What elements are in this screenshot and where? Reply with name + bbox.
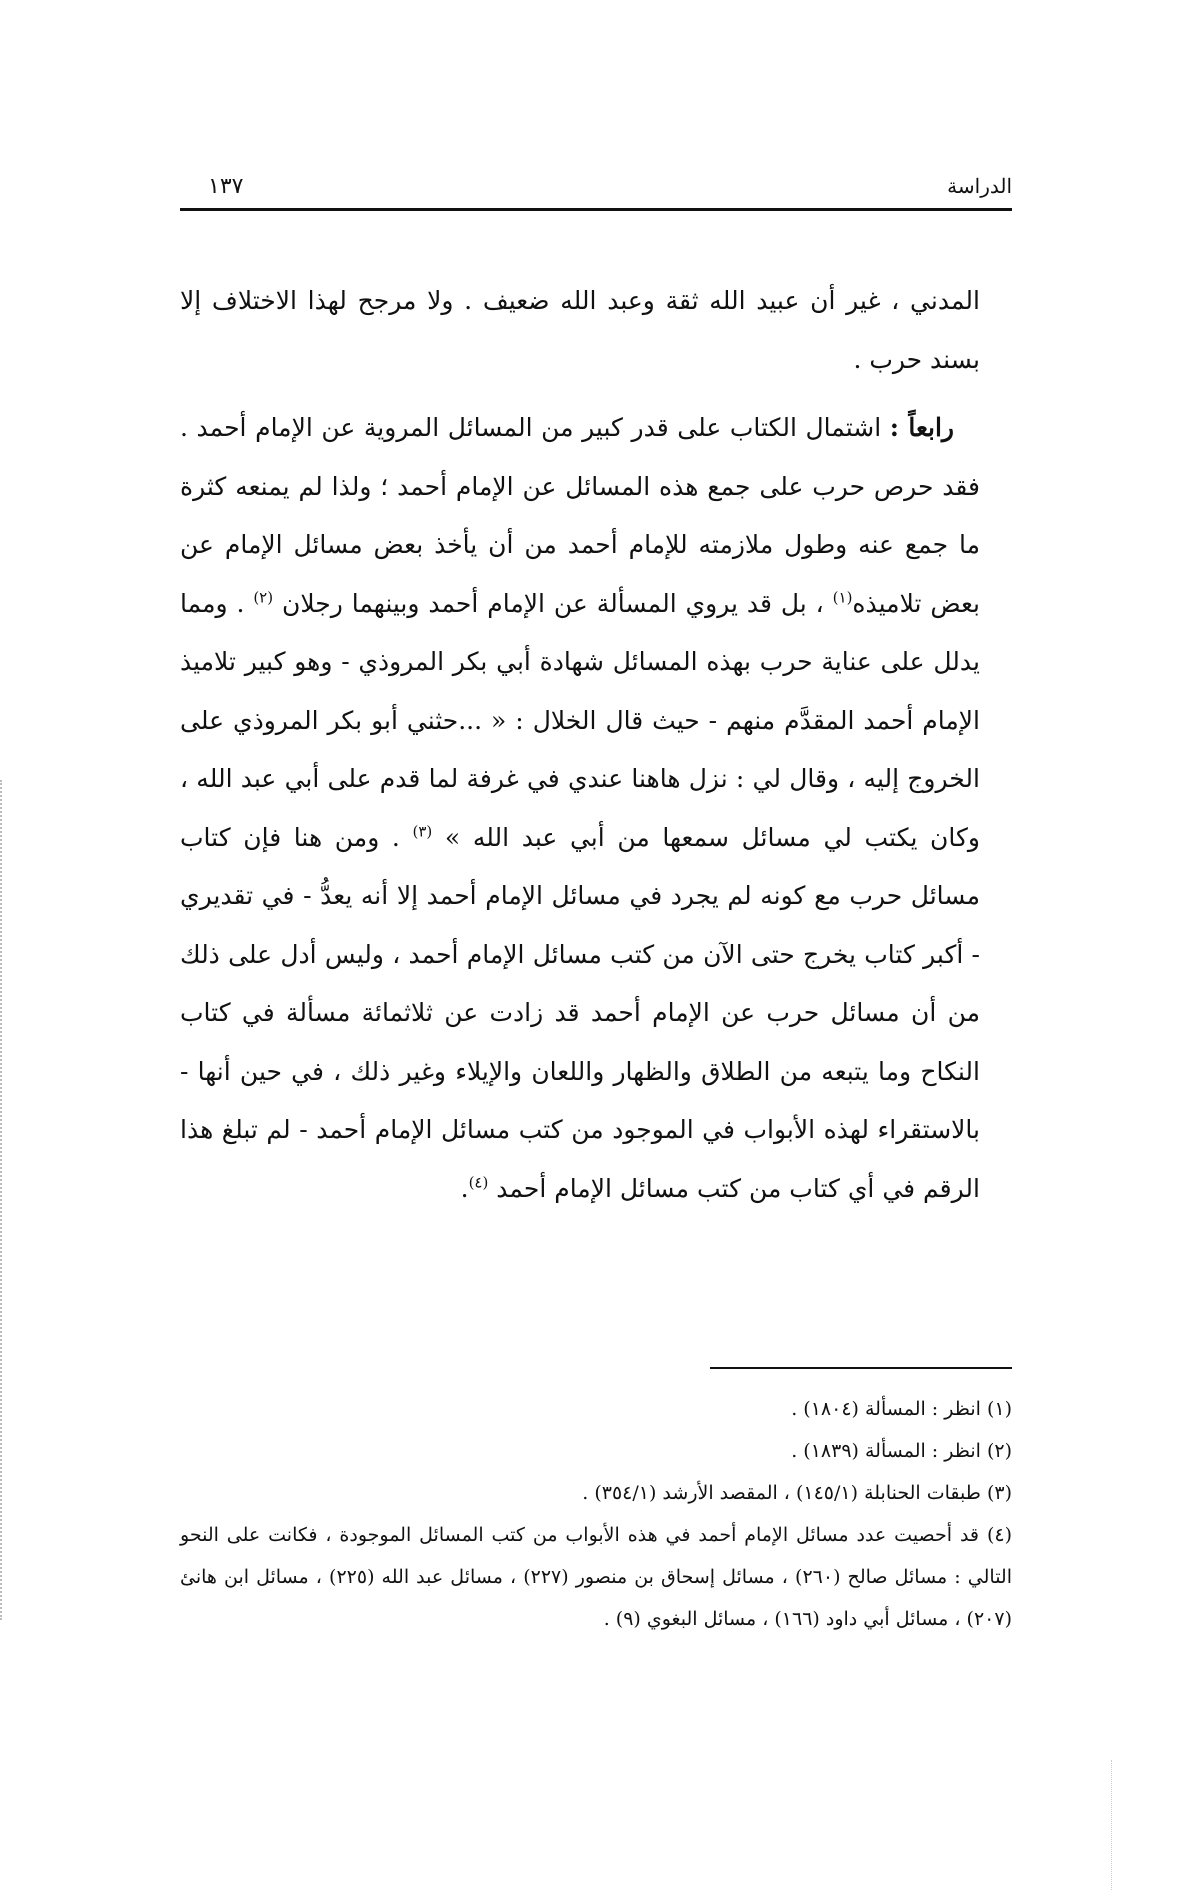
paragraph-lead-word: رابعاً : xyxy=(889,413,954,442)
footnote-text: قد أحصيت عدد مسائل الإمام أحمد في هذه الأبواب من كتب المسائل الموجودة ، فكانت على النحو التالي : مسائل صالح (٢٦٠) ، مسائل إسحاق بن منصور (٢٢٧) ، مسائل عبد الله (٢٢٥) ، مسائل ابن هانئ (٢٠٧) ، مسائل أبي داود (١٦٦) ، مسائل البغوي (٩) . xyxy=(180,1524,1012,1630)
footnote-number: (٣) xyxy=(986,1482,1012,1504)
footnote-number: (١) xyxy=(986,1398,1012,1420)
scan-margin-mark xyxy=(1111,1760,1114,1890)
footnote-text: انظر : المسألة (١٨٣٩) . xyxy=(791,1440,981,1462)
footnote-ref-4: (٤) xyxy=(468,1173,489,1192)
paragraph-2-text-d: . ومن هنا فإن كتاب مسائل حرب مع كونه لم يجرد في مسائل الإمام أحمد إلا أنه يعدُّ - في تقديري - أكبر كتاب يخرج حتى الآن من كتب مسائل الإمام أحمد ، وليس أدل على ذلك من أن مسائل حرب عن الإمام أحمد قد زادت عن ثلاثمائة مسألة في كتاب النكاح وما يتبعه من الطلاق والظهار واللعان والإيلاء وغير ذلك ، في حين أنها - بالاستقراء لهذه الأبواب في الموجود من كتب مسائل الإمام أحمد - لم تبلغ هذا الرقم في أي كتاب من كتب مسائل الإمام أحمد xyxy=(180,822,980,1203)
paragraph-2-text-b: ، بل قد يروي المسألة عن الإمام أحمد وبينهما رجلان xyxy=(273,588,833,618)
running-header xyxy=(180,170,1012,210)
footnote-1 xyxy=(180,1388,1012,1430)
footnote-text: طبقات الحنابلة (١٤٥/١) ، المقصد الأرشد (٣٥٤/١) . xyxy=(582,1482,981,1504)
paragraph-2 xyxy=(180,399,980,1218)
paragraph-2-text-c: . ومما يدلل على عناية حرب بهذه المسائل شهادة أبي بكر المروذي - وهو كبير تلاميذ الإمام أحمد المقدَّم منهم - حيث قال الخلال : « ...حثني أبو بكر المروذي على الخروج إليه ، وقال لي : نزل هاهنا عندي في غرفة لما قدم على أبي عبد الله ، وكان يكتب لي مسائل سمعها من أبي عبد الله » xyxy=(180,588,980,852)
footnote-ref-3: (٣) xyxy=(412,822,433,841)
paragraph-2-end: . xyxy=(460,1173,469,1203)
footnote-number: (٢) xyxy=(986,1440,1012,1462)
main-text xyxy=(180,272,980,1218)
footnote-number: (٤) xyxy=(986,1524,1012,1546)
footnote-ref-1: (١) xyxy=(832,588,853,607)
running-header-title: الدراسة xyxy=(947,174,1012,198)
paragraph-2-text-a: اشتمال الكتاب على قدر كبير من المسائل المروية عن الإمام أحمد . فقد حرص حرب على جمع هذه المسائل عن الإمام أحمد ؛ ولذا لم يمنعه كثرة ما جمع عنه وطول ملازمته للإمام أحمد من أن يأخذ بعض مسائل الإمام عن بعض تلاميذه xyxy=(180,413,981,618)
footnote-2 xyxy=(180,1430,1012,1472)
header-divider xyxy=(180,208,1012,211)
footnote-divider xyxy=(710,1367,1012,1369)
footnote-3 xyxy=(180,1472,1012,1514)
footnotes xyxy=(180,1388,1012,1640)
footnote-ref-2: (٢) xyxy=(253,588,274,607)
page-number: ١٣٧ xyxy=(208,174,244,199)
paragraph-1: المدني ، غير أن عبيد الله ثقة وعبد الله ضعيف . ولا مرجح لهذا الاختلاف إلا بسند حرب . xyxy=(180,286,980,374)
footnote-4 xyxy=(180,1514,1012,1640)
footnote-text: انظر : المسألة (١٨٠٤) . xyxy=(791,1398,981,1420)
scan-binding-edge xyxy=(0,780,6,1620)
